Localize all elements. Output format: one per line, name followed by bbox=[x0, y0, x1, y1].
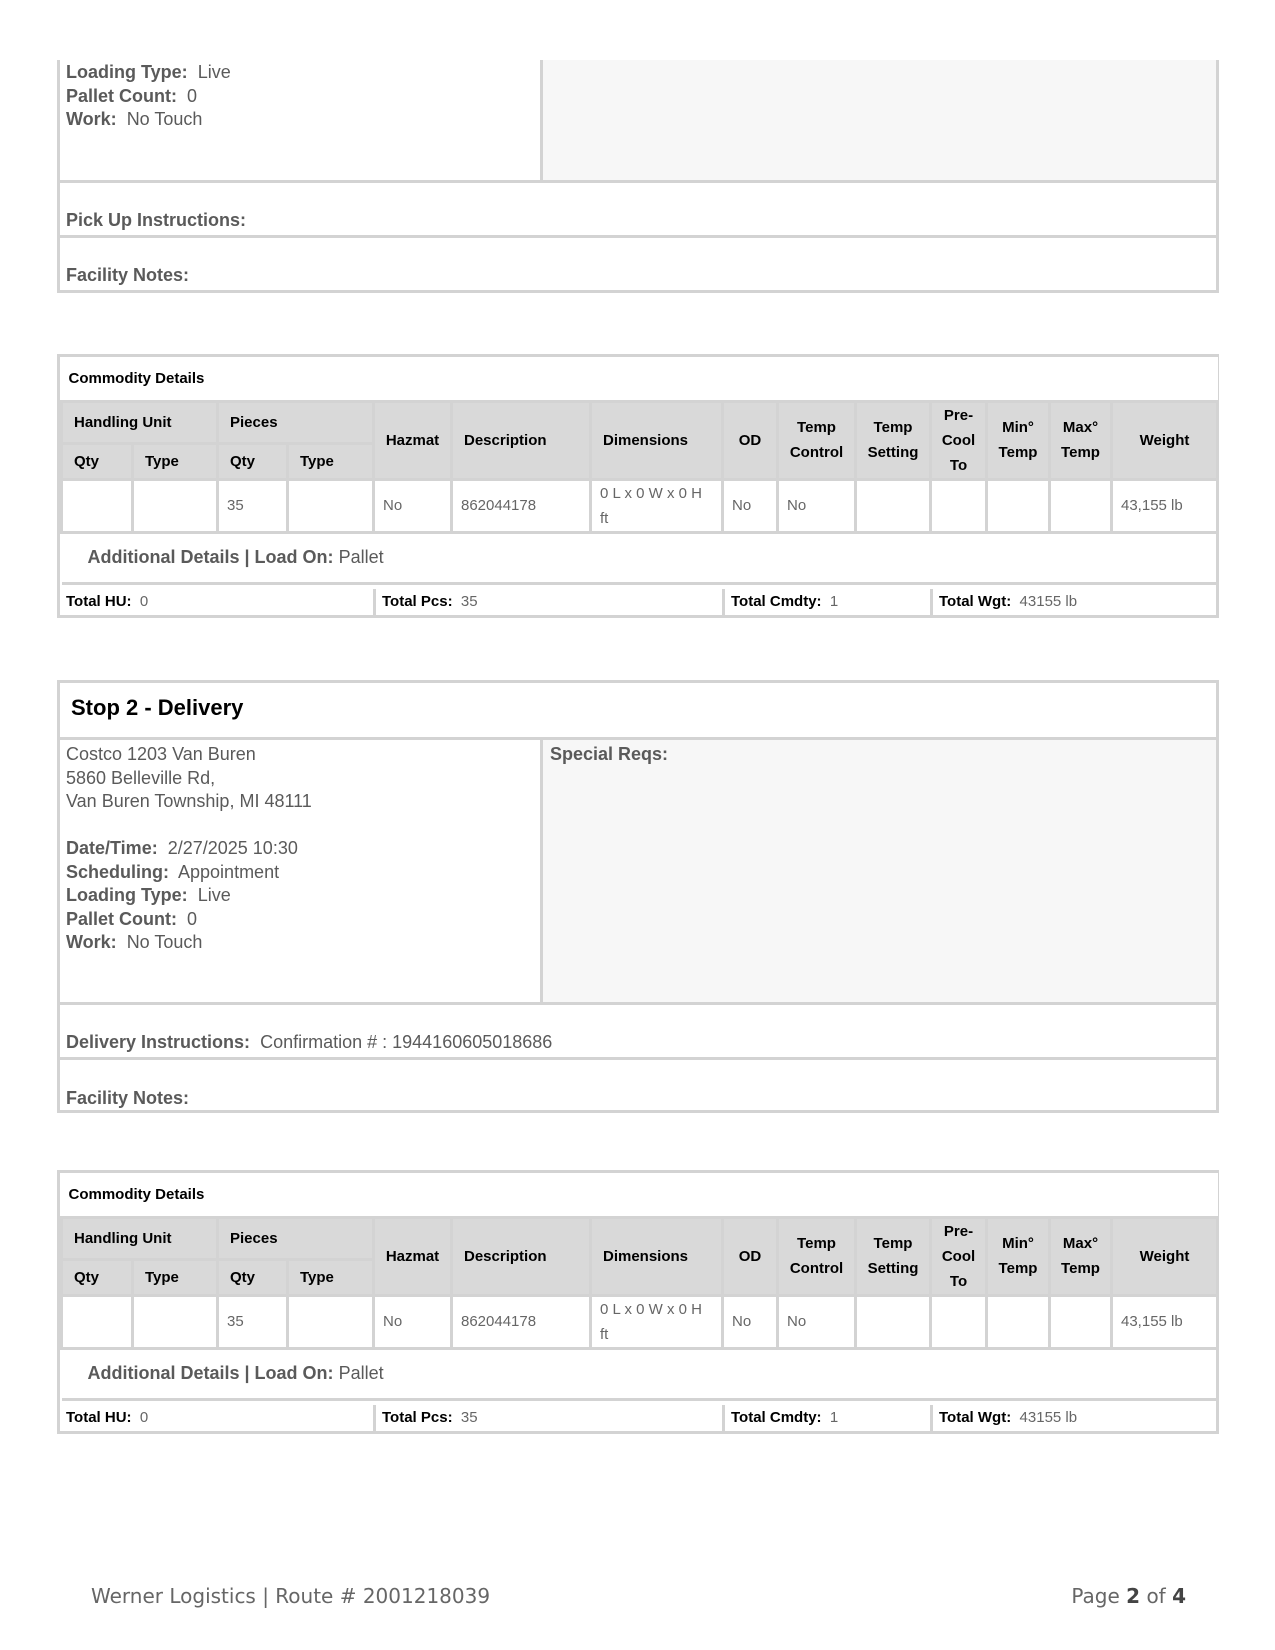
cell-hazmat: No bbox=[374, 1295, 452, 1348]
divider bbox=[60, 235, 1216, 238]
total-hu: Total HU: 0 bbox=[66, 1409, 149, 1426]
stop1-details bbox=[66, 61, 231, 132]
stop2-facility-notes: Facility Notes: bbox=[66, 1088, 190, 1108]
cell-pre-cool-to bbox=[931, 1295, 987, 1348]
col-pcs-qty: Qty bbox=[218, 443, 288, 479]
col-weight: Weight bbox=[1112, 1217, 1218, 1295]
stop2-details bbox=[66, 743, 312, 955]
col-pcs-type: Type bbox=[288, 443, 374, 479]
col-hu-qty: Qty bbox=[62, 443, 133, 479]
stop1-special-reqs-panel bbox=[543, 60, 1216, 180]
spacer bbox=[66, 814, 312, 838]
commodity-details-1 bbox=[57, 354, 1219, 618]
commodity-table-1 bbox=[60, 357, 1219, 585]
cell-dimensions: 0 L x 0 W x 0 H ft bbox=[591, 1295, 723, 1348]
col-min-temp: Min° Temp bbox=[987, 1217, 1050, 1295]
total-wgt: Total Wgt: 43155 lb bbox=[930, 589, 1216, 615]
cell-hu-qty bbox=[62, 479, 133, 532]
stop2-work: Work: No Touch bbox=[66, 932, 203, 952]
col-hazmat: Hazmat bbox=[374, 401, 452, 479]
commodity-table-2 bbox=[60, 1173, 1219, 1401]
col-handling-unit: Handling Unit bbox=[62, 401, 218, 443]
stop2-scheduling: Scheduling: Appointment bbox=[66, 861, 280, 882]
col-weight: Weight bbox=[1112, 401, 1218, 479]
cell-min-temp bbox=[987, 479, 1050, 532]
stop2-title: Stop 2 - Delivery bbox=[71, 695, 244, 720]
col-od: OD bbox=[723, 1217, 778, 1295]
cell-min-temp bbox=[987, 1295, 1050, 1348]
cell-temp-control: No bbox=[778, 1295, 856, 1348]
col-pcs-type: Type bbox=[288, 1259, 374, 1295]
cell-hu-qty bbox=[62, 1295, 133, 1348]
stop2-special-reqs-panel bbox=[543, 740, 1216, 1002]
cell-pre-cool-to bbox=[931, 479, 987, 532]
stop2-address-line-2: 5860 Belleville Rd, bbox=[66, 767, 216, 788]
stop1-loading-type: Loading Type: Live bbox=[66, 62, 231, 82]
stop1-pickup-instructions: Pick Up Instructions: bbox=[66, 210, 247, 230]
cell-max-temp bbox=[1050, 479, 1112, 532]
col-od: OD bbox=[723, 401, 778, 479]
cell-pcs-type bbox=[288, 1295, 374, 1348]
additional-details: Additional Details | Load On: Pallet bbox=[62, 532, 1218, 583]
stop1-pallet-count: Pallet Count: 0 bbox=[66, 85, 198, 106]
col-temp-setting: Temp Setting bbox=[856, 401, 931, 479]
footer-page-number: Page 2 of 4 bbox=[1071, 1584, 1186, 1608]
total-hu: Total HU: 0 bbox=[66, 593, 149, 610]
stop1-facility-notes: Facility Notes: bbox=[66, 265, 190, 285]
col-pre-cool-to: Pre-Cool To bbox=[931, 1217, 987, 1295]
stop2-box bbox=[57, 680, 1219, 1113]
divider bbox=[60, 1057, 1216, 1060]
divider bbox=[60, 1002, 1216, 1005]
cell-description: 862044178 bbox=[452, 1295, 591, 1348]
stop2-loading-type: Loading Type: Live bbox=[66, 885, 231, 905]
col-dimensions: Dimensions bbox=[591, 1217, 723, 1295]
stop2-address-line-3: Van Buren Township, MI 48111 bbox=[66, 791, 312, 811]
total-pcs: Total Pcs: 35 bbox=[373, 589, 722, 615]
cell-temp-control: No bbox=[778, 479, 856, 532]
total-pcs: Total Pcs: 35 bbox=[373, 1405, 722, 1431]
total-wgt: Total Wgt: 43155 lb bbox=[930, 1405, 1216, 1431]
total-cmdty: Total Cmdty: 1 bbox=[722, 589, 930, 615]
cell-weight: 43,155 lb bbox=[1112, 479, 1218, 532]
cell-max-temp bbox=[1050, 1295, 1112, 1348]
col-temp-setting: Temp Setting bbox=[856, 1217, 931, 1295]
col-temp-control: Temp Control bbox=[778, 401, 856, 479]
cell-temp-setting bbox=[856, 479, 931, 532]
col-temp-control: Temp Control bbox=[778, 1217, 856, 1295]
col-pieces: Pieces bbox=[218, 1217, 374, 1259]
commodity-title: Commodity Details bbox=[62, 1173, 1218, 1217]
col-description: Description bbox=[452, 1217, 591, 1295]
cell-description: 862044178 bbox=[452, 479, 591, 532]
col-pieces: Pieces bbox=[218, 401, 374, 443]
cell-dimensions: 0 L x 0 W x 0 H ft bbox=[591, 479, 723, 532]
col-hu-type: Type bbox=[133, 443, 218, 479]
col-min-temp: Min° Temp bbox=[987, 401, 1050, 479]
table-row bbox=[62, 479, 1218, 532]
cell-od: No bbox=[723, 1295, 778, 1348]
cell-pcs-qty: 35 bbox=[218, 1295, 288, 1348]
col-max-temp: Max° Temp bbox=[1050, 1217, 1112, 1295]
footer-route: Werner Logistics | Route # 2001218039 bbox=[91, 1584, 491, 1608]
col-pcs-qty: Qty bbox=[218, 1259, 288, 1295]
col-pre-cool-to: Pre-Cool To bbox=[931, 401, 987, 479]
totals-row bbox=[60, 1405, 1216, 1431]
col-max-temp: Max° Temp bbox=[1050, 401, 1112, 479]
cell-pcs-type bbox=[288, 479, 374, 532]
cell-temp-setting bbox=[856, 1295, 931, 1348]
stop1-divider bbox=[540, 60, 543, 180]
cell-pcs-qty: 35 bbox=[218, 479, 288, 532]
stop1-box bbox=[57, 60, 1219, 293]
cell-hu-type bbox=[133, 479, 218, 532]
totals-row bbox=[60, 589, 1216, 615]
col-handling-unit: Handling Unit bbox=[62, 1217, 218, 1259]
col-hu-type: Type bbox=[133, 1259, 218, 1295]
col-dimensions: Dimensions bbox=[591, 401, 723, 479]
cell-hazmat: No bbox=[374, 479, 452, 532]
stop1-work: Work: No Touch bbox=[66, 109, 203, 129]
table-row bbox=[62, 1295, 1218, 1348]
commodity-title: Commodity Details bbox=[62, 357, 1218, 401]
stop2-address-line-1: Costco 1203 Van Buren bbox=[66, 744, 256, 764]
col-description: Description bbox=[452, 401, 591, 479]
stop2-pallet-count: Pallet Count: 0 bbox=[66, 908, 198, 929]
stop2-divider bbox=[540, 740, 543, 1002]
total-cmdty: Total Cmdty: 1 bbox=[722, 1405, 930, 1431]
stop2-datetime: Date/Time: 2/27/2025 10:30 bbox=[66, 838, 298, 858]
col-hazmat: Hazmat bbox=[374, 1217, 452, 1295]
col-hu-qty: Qty bbox=[62, 1259, 133, 1295]
cell-od: No bbox=[723, 479, 778, 532]
stop2-special-reqs: Special Reqs: bbox=[550, 744, 669, 764]
additional-details: Additional Details | Load On: Pallet bbox=[62, 1348, 1218, 1399]
cell-weight: 43,155 lb bbox=[1112, 1295, 1218, 1348]
commodity-details-2 bbox=[57, 1170, 1219, 1434]
cell-hu-type bbox=[133, 1295, 218, 1348]
stop2-delivery-instructions: Delivery Instructions: Confirmation # : 1944160605018686 bbox=[66, 1032, 553, 1052]
divider bbox=[60, 180, 1216, 183]
